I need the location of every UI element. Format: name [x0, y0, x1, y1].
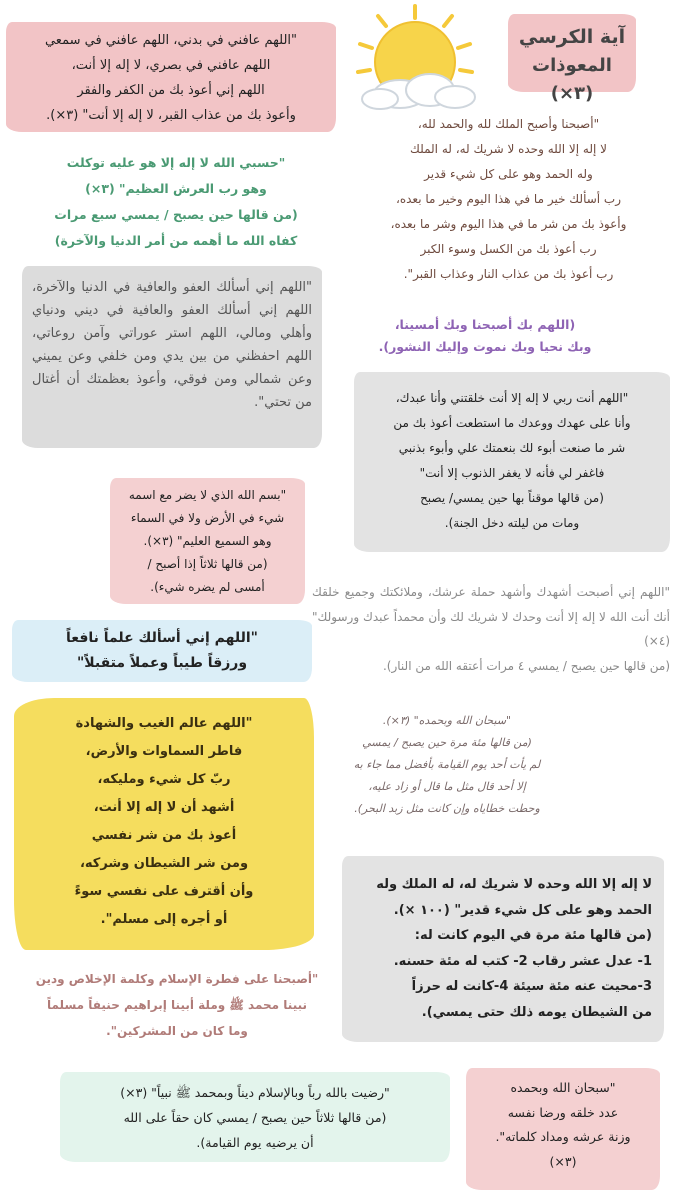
- dua-bika-asbahna-text: (اللهم بك أصبحنا وبك أمسينا، وبك نحيا وبك نموت وإليك النشور).: [378, 317, 592, 354]
- dua-subhanallah-100-text: "سبحان الله وبحمده" (٣×). (من قالها مئة مرة حين يصبح / يمسي لم يأت أحد يوم القيامة بأفضل مما جاء به إلا أحد قال مثل ما قال أو زاد عليه، وحطت خطاياه وإن كانت مثل زبد البحر).: [353, 714, 541, 815]
- dua-ilman-nafian-text: "اللهم إني أسألك علماً نافعاً ورزقاً طيباً وعملاً متقبلاً": [66, 630, 258, 671]
- dua-tahleel-100: [342, 856, 664, 1042]
- title-box: [508, 14, 636, 104]
- dua-bika-asbahna: [360, 314, 610, 364]
- dua-bismillah: [110, 478, 305, 604]
- dua-afini-text: "اللهم عافني في بدني، اللهم عافني في سمعي اللهم عافني في بصري، لا إله إلا أنت، اللهم إني أعوذ بك من الكفر والفقر وأعوذ بك من عذاب القبر، لا إله إلا أنت" (٣×).: [44, 33, 298, 123]
- dua-bismillah-text: "بسم الله الذي لا يضر مع اسمه شيء في الأرض ولا في السماء وهو السميع العليم" (٣×). (من قالها ثلاثاً إذا أصبح / أمسى لم يضره شيء).: [128, 488, 287, 594]
- dua-hasbi-text: "حسبي الله لا إله إلا هو عليه توكلت وهو رب العرش العظيم" (٣×) (من قالها حين يصبح / يمسي سبع مرات كفاه الله ما أهمه من أمر الدنيا والآخرة): [54, 155, 298, 248]
- dua-alim-ghayb-text: "اللهم عالم الغيب والشهادة فاطر السماوات والأرض، ربّ كل شيء ومليكه، أشهد أن لا إله إلا أنت، أعوذ بك من شر نفسي ومن شر الشيطان وشركه، وأن أقترف على نفسي سوءً أو أجره إلى مسلم".: [74, 716, 254, 927]
- dua-ilman-nafian: [12, 620, 312, 682]
- dua-radeetu-text: "رضيت بالله رباً وبالإسلام ديناً وبمحمد ﷺ نبياً" (٣×) (من قالها ثلاثاً حين يصبح / يمسي كان حقاً على الله أن يرضيه يوم القيامة).: [120, 1085, 390, 1150]
- dua-sayyid-istighfar-text: "اللهم أنت ربي لا إله إلا أنت خلقتني وأنا عبدك، وأنا على عهدك ووعدك ما استطعت أعوذ بك من شر ما صنعت أبوء لك بنعمتك علي وأبوء بذنبي فاغفر لي فأنه لا يغفر الذنوب إلا أنت" (من قالها موقناً بها حين يمسي/ يصبح ومات من ليلته دخل الجنة).: [393, 391, 631, 530]
- dua-alim-ghayb: [14, 698, 314, 950]
- dua-afini: [6, 22, 336, 132]
- dua-sayyid-istighfar: [354, 372, 670, 552]
- dua-fitra-islam-text: "أصبحنا على فطرة الإسلام وكلمة الإخلاص ودين نبينا محمد ﷺ وملة أبينا إبراهيم حنيفاً مسلماً وما كان من المشركين".: [35, 972, 319, 1038]
- title-line-2: المعوذات (٣×): [532, 55, 612, 104]
- dua-afw-text: "اللهم إني أسألك العفو والعافية في الدنيا والآخرة، اللهم إني أسألك العفو والعافية في ديني ودنياي وأهلي ومالي، اللهم استر عوراتي وآمن روعاتي، اللهم احفظني من بين يدي ومن خلفي وعن يميني وعن شمالي ومن فوقي، وأعوذ بعظمتك أن أغتال من تحتي".: [32, 280, 312, 410]
- title-line-1: آية الكرسي: [518, 26, 626, 48]
- dua-asbahna-mulk: [346, 112, 671, 292]
- dua-ashhaduka: [312, 580, 670, 690]
- dua-adad-khalqih: [466, 1068, 660, 1190]
- dua-ashhaduka-text: "اللهم إني أصبحت أشهدك وأشهد حملة عرشك، وملائكتك وجميع خلقك أنك أنت الله لا إله إلا أنت وحدك لا شريك لك وأن محمداً عبدك ورسولك" (٤×) (من قالها حين يصبح / يمسي ٤ مرات أعتقه الله من النار).: [312, 585, 670, 673]
- dua-asbahna-mulk-text: "أصبحنا وأصبح الملك لله والحمد لله، لا إله إلا الله وحده لا شريك له، له الملك وله الحمد وهو على كل شيء قدير رب أسألك خير ما في هذا اليوم وخير ما بعده، وأعوذ بك من شر ما في هذا اليوم وشر ما بعده، رب أعوذ بك من الكسل وسوء الكبر رب أعوذ بك من عذاب النار وعذاب القبر".: [390, 117, 627, 281]
- dua-subhanallah-100: [312, 710, 582, 830]
- dua-tahleel-100-text: لا إله إلا الله وحده لا شريك له، له الملك وله الحمد وهو على كل شيء قدير" (١٠٠ ×). (من قالها مئة مرة في اليوم كانت له: 1- عدل عشر رقاب 2- كتب له مئة حسنه. 3-محيت عنه مئة سيئة 4-كانت له حرزاً من الشيطان يومه ذلك حتى يمسي).: [376, 877, 652, 1020]
- sun-with-cloud-icon: [340, 2, 490, 112]
- dua-afw: [22, 266, 322, 448]
- dua-adad-khalqih-text: "سبحان الله وبحمده عدد خلقه ورضا نفسه وزنة عرشه ومداد كلماته". (٣×): [495, 1080, 631, 1169]
- dua-radeetu: [60, 1072, 450, 1162]
- dua-hasbi: [6, 150, 346, 250]
- dua-fitra-islam: [14, 966, 340, 1046]
